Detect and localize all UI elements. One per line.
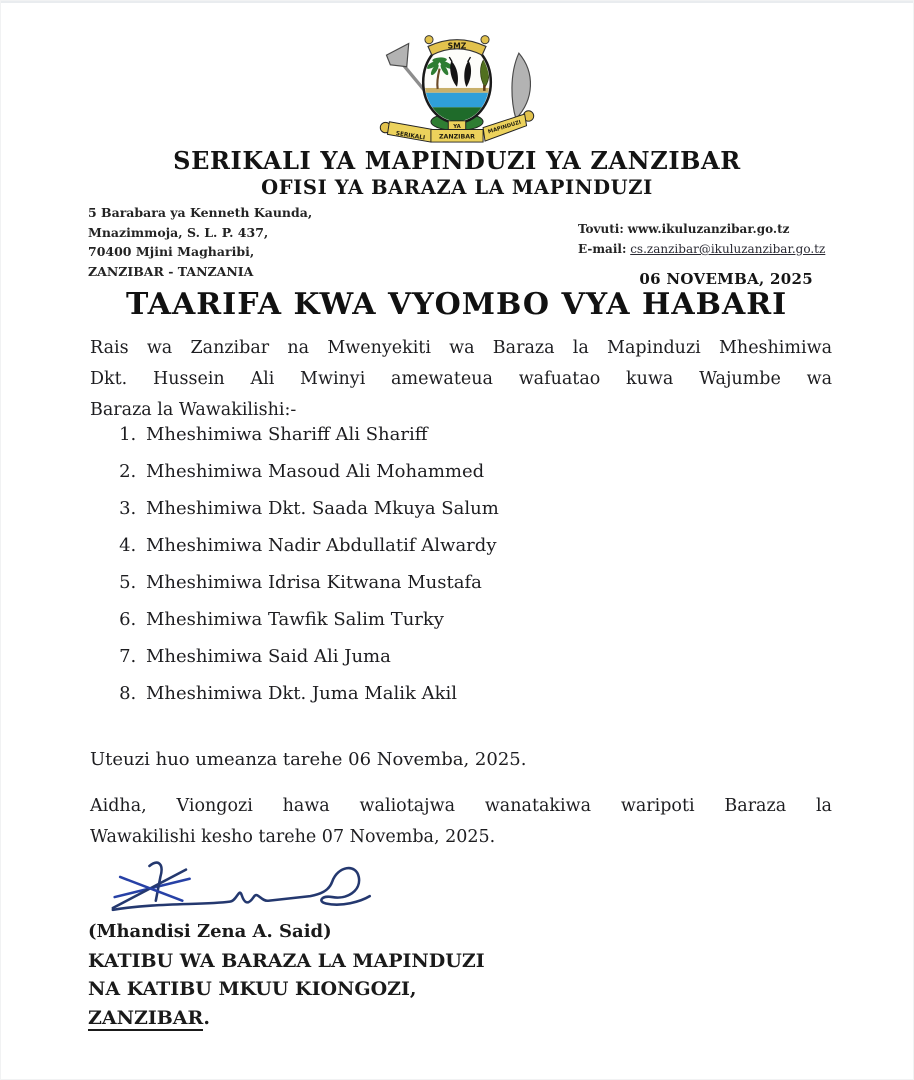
- paragraph-line: Baraza la Wawakilishi:-: [90, 400, 297, 420]
- signatory-block: [88, 918, 485, 1032]
- crest-crown-label: SMZ: [447, 41, 467, 51]
- paragraph-line: Rais wa Zanzibar na Mwenyekiti wa Baraza la Mapinduzi Mheshimiwa: [90, 338, 832, 358]
- email-label: E-mail:: [578, 242, 627, 256]
- document-date: 06 NOVEMBA, 2025: [639, 270, 813, 288]
- appointee-item: 4. Mheshimiwa Nadir Abdullatif Alwardy: [142, 535, 499, 557]
- appointee-list: [112, 424, 499, 720]
- website-label: Tovuti:: [578, 222, 624, 236]
- address-line: ZANZIBAR - TANZANIA: [88, 263, 254, 279]
- org-title-line1: SERIKALI YA MAPINDUZI YA ZANZIBAR: [173, 146, 741, 175]
- zanzibar-coat-of-arms-icon: [373, 30, 541, 144]
- crest-ribbon-ya-label: YA: [453, 124, 461, 131]
- email-line: [578, 239, 825, 259]
- signatory-title-line2: NA KATIBU MKUU KIONGOZI,: [88, 978, 417, 1000]
- signatory-location-line: [88, 1004, 485, 1033]
- appointee-item: 1. Mheshimiwa Shariff Ali Shariff: [142, 424, 499, 446]
- contact-block: [578, 219, 825, 259]
- press-release-headline: TAARIFA KWA VYOMBO VYA HABARI: [126, 287, 788, 322]
- paragraph-line: Wawakilishi kesho tarehe 07 Novemba, 2025.: [90, 827, 496, 847]
- address-block: [88, 203, 312, 281]
- address-line: 5 Barabara ya Kenneth Kaunda,: [88, 205, 313, 220]
- address-line: Mnazimmoja, S. L. P. 437,: [88, 224, 269, 240]
- signatory-location: ZANZIBAR: [88, 1006, 204, 1029]
- email-link[interactable]: cs.zanzibar@ikuluzanzibar.go.tz: [630, 242, 826, 256]
- website-line: [578, 219, 825, 239]
- appointee-item: 8. Mheshimiwa Dkt. Juma Malik Akil: [142, 683, 499, 705]
- paragraph-line: Aidha, Viongozi hawa waliotajwa wanatakiwa waripoti Baraza la: [90, 796, 832, 816]
- crest-ribbon-right-label: MAPINDUZI: [487, 119, 522, 136]
- signatory-location-suffix: .: [203, 1006, 210, 1029]
- effective-date-paragraph: Uteuzi huo umeanza tarehe 06 Novemba, 2025.: [90, 749, 527, 770]
- address-line: 70400 Mjini Magharibi,: [88, 244, 255, 259]
- signatory-name: (Mhandisi Zena A. Said): [88, 921, 332, 942]
- paragraph-line: Dkt. Hussein Ali Mwinyi amewateua wafuatao kuwa Wajumbe wa: [90, 369, 832, 389]
- appointee-item: 2. Mheshimiwa Masoud Ali Mohammed: [142, 461, 499, 483]
- website-value: www.ikuluzanzibar.go.tz: [627, 222, 790, 236]
- appointee-item: 3. Mheshimiwa Dkt. Saada Mkuya Salum: [142, 498, 499, 520]
- crest-ribbon-left-label: SERIKALI: [395, 130, 426, 142]
- appointee-item: 7. Mheshimiwa Said Ali Juma: [142, 646, 499, 668]
- reporting-paragraph: [90, 791, 832, 853]
- appointee-item: 6. Mheshimiwa Tawfik Salim Turky: [142, 609, 499, 631]
- signatory-title-line1: KATIBU WA BARAZA LA MAPINDUZI: [88, 949, 485, 972]
- handwritten-signature: [96, 855, 382, 919]
- intro-paragraph: [90, 333, 832, 426]
- org-title-line2: OFISI YA BARAZA LA MAPINDUZI: [261, 176, 653, 199]
- crest-ribbon-center-label: ZANZIBAR: [439, 133, 475, 141]
- appointee-item: 5. Mheshimiwa Idrisa Kitwana Mustafa: [142, 572, 499, 594]
